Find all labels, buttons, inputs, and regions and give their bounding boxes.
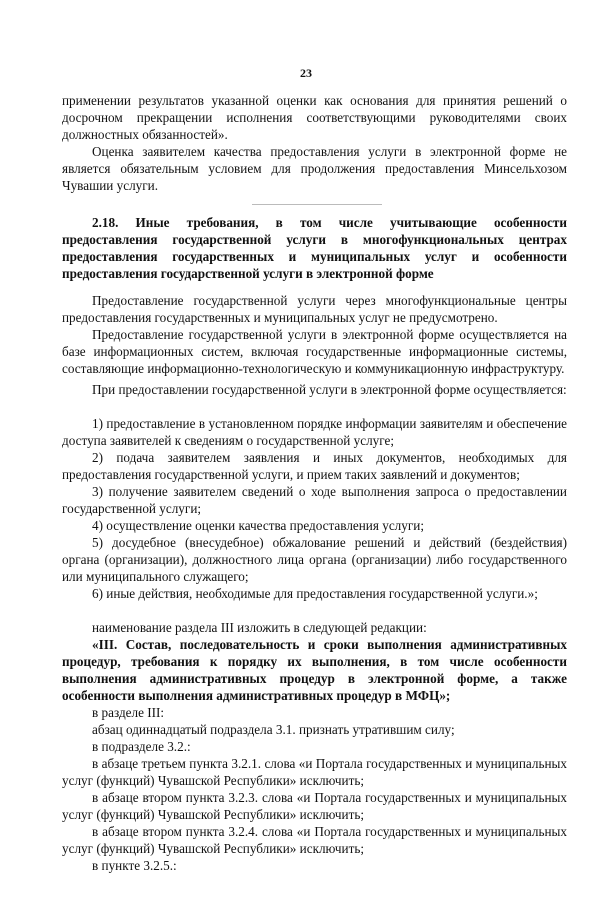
intro-paragraph-1: применении результатов указанной оценки как основания для принятия решений о досрочном прекращении исполнения соответствующими руководителями своих должностных обязанностей». — [62, 93, 567, 142]
list-item-1: 1) предоставление в установленном порядке информации заявителям и обеспечение доступа заявителей к сведениям о государственной услуге; — [62, 416, 567, 448]
body-paragraph-8: в подразделе 3.2.: — [92, 739, 191, 754]
body-paragraph-3: При предоставлении государственной услуги в электронной форме осуществляется: — [92, 382, 567, 397]
body-paragraph-1: Предоставление государственной услуги через многофункциональные центры предоставления государственных и муниципальных услуг не предусмотрено. — [62, 293, 567, 325]
body-paragraph-4: наименование раздела III изложить в следующей редакции: — [92, 620, 427, 635]
body-paragraph-10: в абзаце втором пункта 3.2.3. слова «и Портала государственных и муниципальных услуг (функций) Чувашской Республики» исключить; — [62, 790, 567, 822]
body-paragraph-12: в пункте 3.2.5.: — [92, 858, 177, 873]
section-title-quote: «III. Состав, последовательность и сроки выполнения административных процедур, требования к порядку их выполнения, в том числе особенности выполнения административных процедур в электронной форме, а также особенности выполнения административных процедур в МФЦ»; — [62, 637, 567, 703]
body-paragraph-2: Предоставление государственной услуги в электронной форме осуществляется на базе информационных систем, включая государственные информационные системы, составляющие информационно-технологическую и коммуникационную инфраструктуру. — [62, 327, 567, 376]
body-paragraph-9: в абзаце третьем пункта 3.2.1. слова «и Портала государственных и муниципальных услуг (функций) Чувашской Республики» исключить; — [62, 756, 567, 788]
list-item-4: 4) осуществление оценки качества предоставления услуги; — [92, 518, 424, 533]
list-item-2: 2) подача заявителем заявления и иных документов, необходимых для предоставления государственной услуги, и прием таких заявлений и документов; — [62, 450, 567, 482]
list-item-6: 6) иные действия, необходимые для предоставления государственной услуги.»; — [92, 586, 538, 601]
section-heading: 2.18. Иные требования, в том числе учитывающие особенности предоставления государственной услуги в многофункциональных центрах предоставления государственных и муниципальных услуг и особенности предоставления государственной услуги в электронной форме — [62, 215, 567, 281]
body-paragraph-11: в абзаце втором пункта 3.2.4. слова «и Портала государственных и муниципальных услуг (функций) Чувашской Республики» исключить; — [62, 824, 567, 856]
body-paragraph-6: в разделе III: — [92, 705, 165, 720]
list-item-3: 3) получение заявителем сведений о ходе выполнения запроса о предоставлении государственной услуги; — [62, 484, 567, 516]
list-item-5: 5) досудебное (внесудебное) обжалование решений и действий (бездействия) органа (организации), должностного лица органа (организации) либо государственного или муниципального служащего; — [62, 535, 567, 584]
separator-line — [252, 204, 382, 205]
body-paragraph-7: абзац одиннадцатый подраздела 3.1. признать утратившим силу; — [92, 722, 455, 737]
intro-paragraph-2: Оценка заявителем качества предоставления услуги в электронной форме не является обязательным условием для продолжения предоставления Минсельхозом Чувашии услуги. — [62, 144, 567, 193]
page-number: 23 — [300, 66, 312, 80]
